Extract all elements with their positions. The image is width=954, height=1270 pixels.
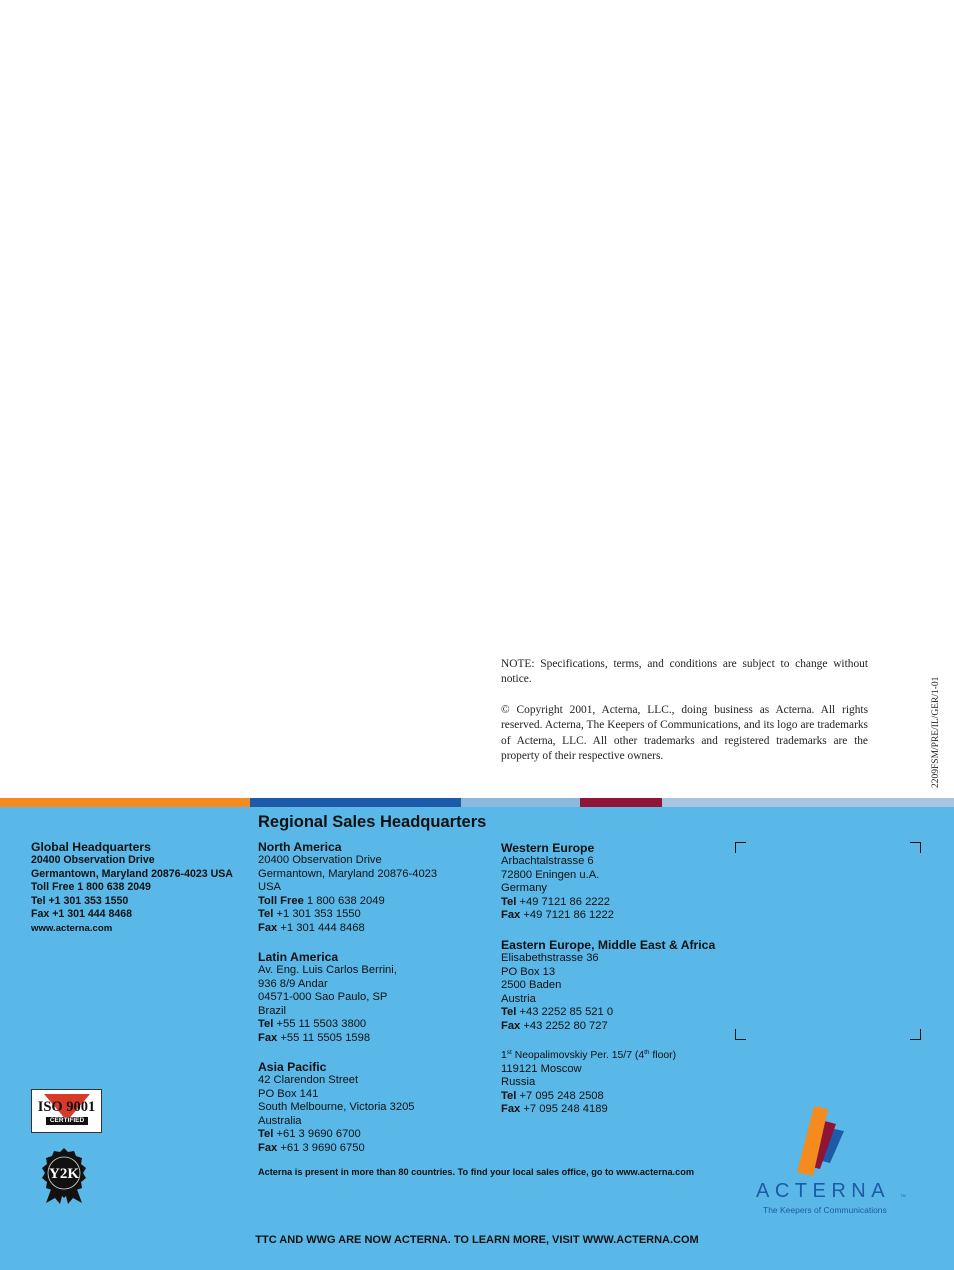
acterna-wordmark: ACTERNA — [756, 1180, 891, 1202]
moscow-office: 1st Neopalimovskiy Per. 15/7 (4th floor) 119121 Moscow Russia Tel +7 095 248 2508 Fax +7 095 248 4189 — [501, 1049, 677, 1116]
latin-america-office: Latin America Av. Eng. Luis Carlos Berrini, 936 8/9 Andar 04571-000 Sao Paulo, SP Brazil Tel +55 11 5503 3800 Fax +55 11 5505 1598 — [258, 950, 397, 1044]
global-hq-heading: Global Headquarters — [31, 840, 151, 854]
svg-text:Y2K: Y2K — [49, 1166, 79, 1182]
presence-note: Acterna is present in more than 80 countries. To find your local sales office, go to www.acterna.com — [258, 1167, 694, 1177]
iso-9001-badge: ISO 9001 CERTIFIED — [31, 1089, 102, 1133]
stripe-orange — [0, 798, 250, 807]
crop-mark-bottom-left — [735, 1029, 746, 1040]
global-hq: Global Headquarters 20400 Observation Drive Germantown, Maryland 20876-4023 USA Toll Free 1 800 638 2049 Tel +1 301 353 1550 Fax +1 301 444 8468 www.acterna.com — [31, 840, 233, 934]
crop-mark-top-right — [910, 842, 921, 853]
stripe-light-blue — [461, 798, 580, 807]
document-code: 2209FSM/PRE/IL/GER/1-01 — [931, 676, 941, 788]
website-link[interactable]: www.acterna.com — [31, 922, 113, 934]
stripe-pale-blue — [662, 798, 954, 807]
crop-mark-top-left — [735, 842, 746, 853]
western-europe-office: Western Europe Arbachtalstrasse 6 72800 Eningen u.A. Germany Tel +49 7121 86 2222 Fax +49 7121 86 1222 — [501, 841, 614, 922]
north-america-office: North America 20400 Observation Drive Germantown, Maryland 20876-4023 USA Toll Free 1 800 638 2049 Tel +1 301 353 1550 Fax +1 301 444 8468 — [258, 840, 438, 934]
acterna-logo-mark-icon — [754, 1105, 914, 1180]
regional-title: Regional Sales Headquarters — [258, 813, 487, 831]
copyright-note: © Copyright 2001, Acterna, LLC., doing business as Acterna. All rights reserved. Acterna, The Keepers of Communications, and its logo are trademarks of Acterna, LLC. All other trademarks and registered trademarks are the property of their respective owners. — [501, 703, 868, 763]
acterna-tagline: The Keepers of Communications — [763, 1205, 887, 1215]
stripe-maroon — [580, 798, 662, 807]
y2k-seal-icon — [40, 1148, 88, 1204]
stripe-dark-blue — [250, 798, 461, 807]
crop-mark-bottom-right — [910, 1029, 921, 1040]
trademark-sign: TM — [900, 1193, 906, 1198]
eastern-europe-office: Eastern Europe, Middle East & Africa Elisabethstrasse 36 PO Box 13 2500 Baden Austria Tel +43 2252 85 521 0 Fax +43 2252 80 727 — [501, 938, 716, 1032]
asia-pacific-office: Asia Pacific 42 Clarendon Street PO Box 141 South Melbourne, Victoria 3205 Australia Tel +61 3 9690 6700 Fax +61 3 9690 6750 — [258, 1060, 415, 1154]
footer-banner: TTC AND WWG ARE NOW ACTERNA. TO LEARN MORE, VISIT WWW.ACTERNA.COM — [255, 1234, 699, 1246]
spec-note: NOTE: Specifications, terms, and conditions are subject to change without notice. — [501, 658, 868, 686]
legal-notes — [501, 657, 868, 764]
